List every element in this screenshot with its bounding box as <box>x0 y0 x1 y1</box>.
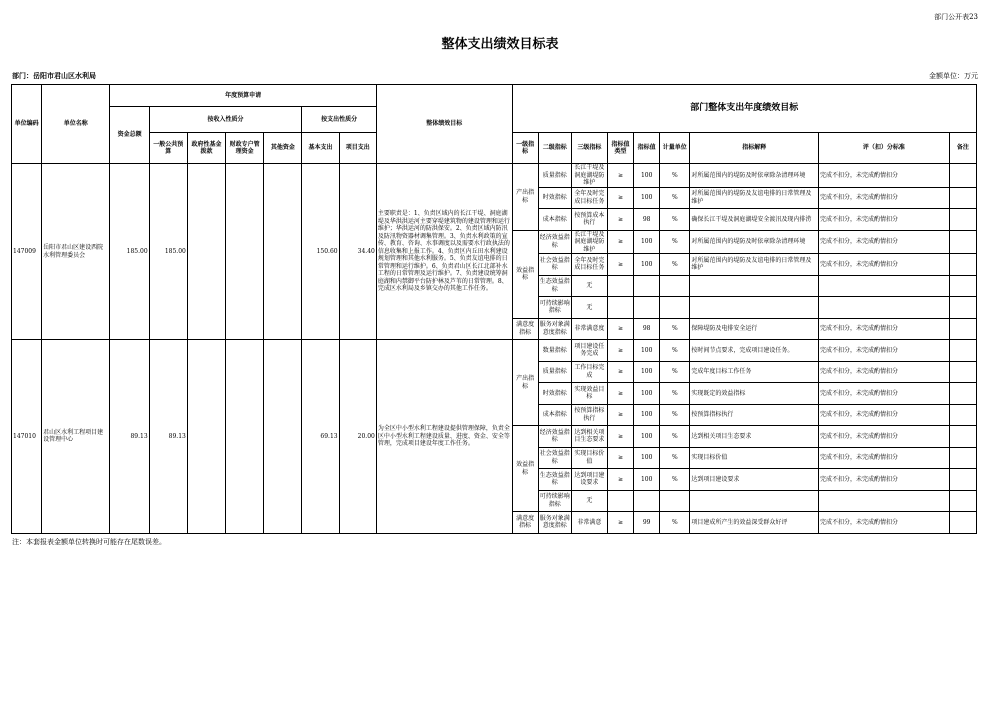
measure-unit-cell <box>660 490 690 512</box>
header-project-exp: 项目支出 <box>339 133 376 164</box>
standard-cell: 完成不扣分，未完成酌情扣分 <box>819 254 950 276</box>
standard-cell: 完成不扣分，未完成酌情扣分 <box>819 230 950 254</box>
level3-cell: 实现目标价值 <box>571 447 607 469</box>
value-type-cell: ≥ <box>607 512 633 534</box>
explain-cell: 对所属范围内的堤防及友谊电排的日常管理及维护 <box>690 254 819 276</box>
explain-cell <box>690 297 819 319</box>
value-cell: 100 <box>634 254 660 276</box>
value-type-cell <box>607 490 633 512</box>
table-row <box>12 340 977 362</box>
remark-cell <box>949 490 976 512</box>
overall-goal-cell: 主要职责是：1、负责区域内的长江干堤、洞庭湖堤及华洪洪运河主要穿堤建筑物的建设管理和运行维护；华洪运河的防洪保安。2、负责区域内防汛及防汛物资器材调集管理。3、负责水利政策的宣传、教育、咨询、水事调度以及需要水行政执法的信息收集和上报工作。4、负责区内丘田水利建设规划管理和其他水利服务。5、负责友谊电排的日常管理和运行维护。6、负责君山区长江北部补水工程的日常管理及运行维护。7、负责建设统筹洞庭湖和内禁御平台防护林及芦苇的日常管理。8、完成区水利局及乡镇交办的其他工作任务。 <box>376 164 512 340</box>
remark-cell <box>949 469 976 491</box>
level1-cell: 产出指标 <box>512 340 538 426</box>
remark-cell <box>949 361 976 383</box>
other-fund-cell <box>264 340 302 534</box>
header-level1: 一级指标 <box>512 133 538 164</box>
table-row <box>12 164 977 188</box>
level2-cell: 社会效益指标 <box>538 447 571 469</box>
header-measure-unit: 计量单位 <box>660 133 690 164</box>
form-code: 部门公开表23 <box>934 13 978 21</box>
standard-cell: 完成不扣分，未完成酌情扣分 <box>819 383 950 405</box>
level3-cell: 非常满意 <box>571 512 607 534</box>
level3-cell: 长江干堤及洞庭湖堤防维护 <box>571 164 607 188</box>
value-cell: 100 <box>634 383 660 405</box>
header-remark: 备注 <box>949 133 976 164</box>
header-gov-fund: 政府性基金拨款 <box>187 133 225 164</box>
level3-cell: 无 <box>571 297 607 319</box>
measure-unit-cell: % <box>660 383 690 405</box>
level1-cell: 效益指标 <box>512 426 538 512</box>
header-basic-exp: 基本支出 <box>302 133 339 164</box>
level1-cell: 满意度指标 <box>512 318 538 340</box>
explain-cell: 对所属范围内的堤防及友谊电排的日常管理及维护 <box>690 187 819 209</box>
general-public-cell: 185.00 <box>149 164 187 340</box>
explain-cell: 项目建成所产生的效益深受群众好评 <box>690 512 819 534</box>
value-type-cell: ≥ <box>607 164 633 188</box>
remark-cell <box>949 254 976 276</box>
level3-cell: 按预算指标执行 <box>571 404 607 426</box>
table-body <box>12 164 977 534</box>
measure-unit-cell: % <box>660 426 690 448</box>
value-type-cell: ≥ <box>607 426 633 448</box>
measure-unit-cell: % <box>660 404 690 426</box>
value-type-cell: ≥ <box>607 187 633 209</box>
standard-cell: 完成不扣分，未完成酌情扣分 <box>819 340 950 362</box>
level1-cell: 效益指标 <box>512 230 538 318</box>
explain-cell: 对所属范围内的堤防及时依章除杂清理环境 <box>690 230 819 254</box>
value-cell: 98 <box>634 209 660 231</box>
page-title: 整体支出绩效目标表 <box>441 37 559 52</box>
level2-cell: 质量指标 <box>538 164 571 188</box>
level2-cell: 时效指标 <box>538 187 571 209</box>
header-value: 指标值 <box>634 133 660 164</box>
level2-cell: 生态效益指标 <box>538 469 571 491</box>
remark-cell <box>949 404 976 426</box>
value-cell <box>634 275 660 297</box>
explain-cell: 对所属范围内的堤防及时依章除杂清理环境 <box>690 164 819 188</box>
other-fund-cell <box>264 164 302 340</box>
value-type-cell: ≥ <box>607 469 633 491</box>
project-exp-cell: 20.00 <box>339 340 376 534</box>
level3-cell: 非常满意度 <box>571 318 607 340</box>
value-type-cell <box>607 297 633 319</box>
value-cell: 98 <box>634 318 660 340</box>
gov-fund-cell <box>187 340 225 534</box>
explain-cell: 达到相关项目生态要求 <box>690 426 819 448</box>
unit-name-cell: 岳阳市君山区建设西院水利管理委员会 <box>42 164 110 340</box>
level2-cell: 数量指标 <box>538 340 571 362</box>
remark-cell <box>949 297 976 319</box>
explain-cell: 确保长江干堤及洞庭湖堤安全渡汛及现内排涝 <box>690 209 819 231</box>
level3-cell: 按预算成本执行 <box>571 209 607 231</box>
level3-cell: 无 <box>571 275 607 297</box>
overall-goal-cell: 为全区中小型水利工程建设提供管理保障，负责全区中小型水利工程建设质量、进度、资金、安全等管理，完成项目建设年度工作任务。 <box>376 340 512 534</box>
footnote: 注：本套报表金额单位转换时可能存在尾数误差。 <box>12 538 166 546</box>
unit-code-cell: 147009 <box>12 164 42 340</box>
project-exp-cell: 34.40 <box>339 164 376 340</box>
measure-unit-cell <box>660 275 690 297</box>
explain-cell: 按预算指标执行 <box>690 404 819 426</box>
special-fund-cell <box>226 164 264 340</box>
header-value-type: 指标值类型 <box>607 133 633 164</box>
explain-cell: 按时间节点要求，完成项目建设任务。 <box>690 340 819 362</box>
measure-unit-cell: % <box>660 209 690 231</box>
header-standard: 评（扣）分标准 <box>819 133 950 164</box>
level2-cell: 服务对象满意度指标 <box>538 512 571 534</box>
standard-cell <box>819 297 950 319</box>
level2-cell: 社会效益指标 <box>538 254 571 276</box>
value-cell: 100 <box>634 340 660 362</box>
value-type-cell: ≥ <box>607 383 633 405</box>
level3-cell: 工作目标完成 <box>571 361 607 383</box>
header-level3: 三级指标 <box>571 133 607 164</box>
basic-exp-cell: 150.60 <box>302 164 339 340</box>
level1-cell: 产出指标 <box>512 164 538 231</box>
level3-cell: 达到相关项目生态要求 <box>571 426 607 448</box>
standard-cell: 完成不扣分，未完成酌情扣分 <box>819 361 950 383</box>
remark-cell <box>949 230 976 254</box>
measure-unit-cell: % <box>660 447 690 469</box>
unit-name-cell: 君山区水利工程项目建设管理中心 <box>42 340 110 534</box>
explain-cell: 实现既定的效益指标 <box>690 383 819 405</box>
explain-cell: 达到项目建设要求 <box>690 469 819 491</box>
standard-cell: 完成不扣分，未完成酌情扣分 <box>819 318 950 340</box>
standard-cell: 完成不扣分，未完成酌情扣分 <box>819 426 950 448</box>
remark-cell <box>949 164 976 188</box>
value-type-cell: ≥ <box>607 209 633 231</box>
value-cell: 100 <box>634 187 660 209</box>
measure-unit-cell: % <box>660 469 690 491</box>
remark-cell <box>949 318 976 340</box>
unit-code-cell: 147010 <box>12 340 42 534</box>
header-by-income: 按收入性质分 <box>149 107 302 133</box>
level3-cell: 达到项目建设要求 <box>571 469 607 491</box>
value-cell: 100 <box>634 230 660 254</box>
value-cell: 100 <box>634 426 660 448</box>
level2-cell: 时效指标 <box>538 383 571 405</box>
level2-cell: 生态效益指标 <box>538 275 571 297</box>
header-total: 资金总额 <box>110 107 149 164</box>
remark-cell <box>949 209 976 231</box>
value-cell <box>634 297 660 319</box>
level1-cell: 满意度指标 <box>512 512 538 534</box>
remark-cell <box>949 383 976 405</box>
measure-unit-cell: % <box>660 340 690 362</box>
standard-cell: 完成不扣分，未完成酌情扣分 <box>819 404 950 426</box>
explain-cell: 实现目标价值 <box>690 447 819 469</box>
level2-cell: 经济效益指标 <box>538 230 571 254</box>
standard-cell: 完成不扣分，未完成酌情扣分 <box>819 164 950 188</box>
general-public-cell: 89.13 <box>149 340 187 534</box>
value-cell: 100 <box>634 447 660 469</box>
level2-cell: 经济效益指标 <box>538 426 571 448</box>
gov-fund-cell <box>187 164 225 340</box>
standard-cell: 完成不扣分，未完成酌情扣分 <box>819 209 950 231</box>
header-by-expense: 按支出性质分 <box>302 107 376 133</box>
standard-cell: 完成不扣分，未完成酌情扣分 <box>819 187 950 209</box>
level3-cell: 全年及时完成目标任务 <box>571 254 607 276</box>
remark-cell <box>949 340 976 362</box>
remark-cell <box>949 275 976 297</box>
total-cell: 89.13 <box>110 340 149 534</box>
header-explain: 指标解释 <box>690 133 819 164</box>
header-general-public: 一般公共预算 <box>149 133 187 164</box>
explain-cell <box>690 275 819 297</box>
measure-unit-cell: % <box>660 254 690 276</box>
measure-unit-cell <box>660 297 690 319</box>
amount-unit-label: 金额单位：万元 <box>929 72 978 80</box>
value-type-cell: ≥ <box>607 404 633 426</box>
level2-cell: 质量指标 <box>538 361 571 383</box>
header-unit-code: 单位编码 <box>12 85 42 164</box>
level3-cell: 项目建设任务完成 <box>571 340 607 362</box>
standard-cell <box>819 490 950 512</box>
level3-cell: 长江干堤及洞庭湖堤防维护 <box>571 230 607 254</box>
header-level2: 二级指标 <box>538 133 571 164</box>
standard-cell <box>819 275 950 297</box>
measure-unit-cell: % <box>660 164 690 188</box>
value-cell: 100 <box>634 164 660 188</box>
measure-unit-cell: % <box>660 361 690 383</box>
value-cell: 100 <box>634 404 660 426</box>
explain-cell: 完成年度目标工作任务 <box>690 361 819 383</box>
table-header <box>12 85 977 164</box>
header-special-fund: 财政专户管理资金 <box>226 133 264 164</box>
total-cell: 185.00 <box>110 164 149 340</box>
level2-cell: 可持续影响指标 <box>538 490 571 512</box>
standard-cell: 完成不扣分，未完成酌情扣分 <box>819 469 950 491</box>
remark-cell <box>949 512 976 534</box>
level2-cell: 成本指标 <box>538 209 571 231</box>
explain-cell <box>690 490 819 512</box>
header-dept-goals: 部门整体支出年度绩效目标 <box>512 85 976 133</box>
value-cell: 100 <box>634 361 660 383</box>
header-unit-name: 单位名称 <box>42 85 110 164</box>
value-type-cell: ≥ <box>607 361 633 383</box>
level3-cell: 无 <box>571 490 607 512</box>
level2-cell: 成本指标 <box>538 404 571 426</box>
level2-cell: 可持续影响指标 <box>538 297 571 319</box>
explain-cell: 保障堤防及电排安全运行 <box>690 318 819 340</box>
value-type-cell: ≥ <box>607 230 633 254</box>
level3-cell: 实现效益目标 <box>571 383 607 405</box>
measure-unit-cell: % <box>660 230 690 254</box>
remark-cell <box>949 447 976 469</box>
header-overall-goal: 整体绩效目标 <box>376 85 512 164</box>
level2-cell: 服务对象满意度指标 <box>538 318 571 340</box>
remark-cell <box>949 187 976 209</box>
value-type-cell: ≥ <box>607 318 633 340</box>
value-type-cell: ≥ <box>607 340 633 362</box>
header-annual-budget: 年度预算申请 <box>110 85 376 107</box>
value-type-cell: ≥ <box>607 447 633 469</box>
department-label: 部门：岳阳市君山区水利局 <box>12 72 96 80</box>
measure-unit-cell: % <box>660 512 690 534</box>
level3-cell: 全年及时完成目标任务 <box>571 187 607 209</box>
value-cell: 100 <box>634 469 660 491</box>
remark-cell <box>949 426 976 448</box>
value-cell <box>634 490 660 512</box>
standard-cell: 完成不扣分，未完成酌情扣分 <box>819 447 950 469</box>
basic-exp-cell: 69.13 <box>302 340 339 534</box>
header-other-fund: 其他资金 <box>264 133 302 164</box>
standard-cell: 完成不扣分，未完成酌情扣分 <box>819 512 950 534</box>
value-type-cell: ≥ <box>607 254 633 276</box>
measure-unit-cell: % <box>660 318 690 340</box>
special-fund-cell <box>226 340 264 534</box>
performance-table <box>11 84 977 534</box>
measure-unit-cell: % <box>660 187 690 209</box>
value-cell: 99 <box>634 512 660 534</box>
value-type-cell <box>607 275 633 297</box>
